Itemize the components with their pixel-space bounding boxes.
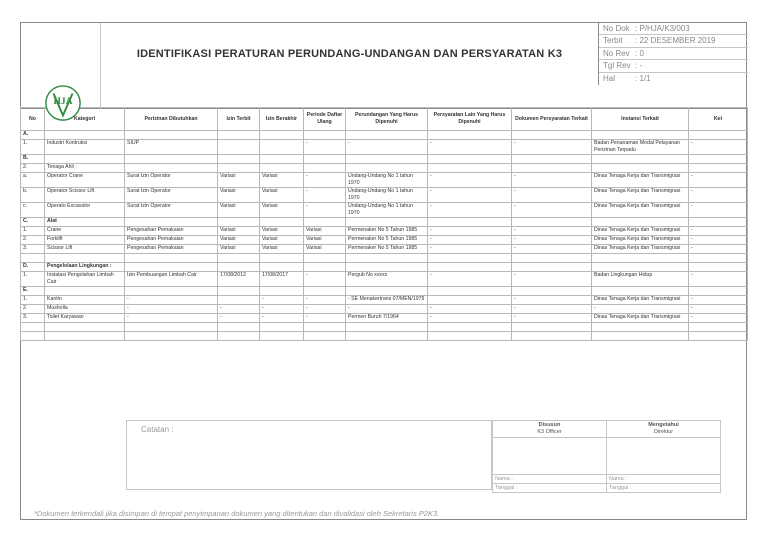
table-cell: - <box>304 173 346 188</box>
table-cell <box>592 323 689 332</box>
table-cell <box>592 218 689 227</box>
table-cell: Crane <box>45 227 125 236</box>
approved-role: Direktur <box>653 429 674 435</box>
footer-note: *Dokumen terkendali jika disimpan di tempat penyimpanan dokumen yang ditentukan dan divalidasi oleh Sekretaris P2K3. <box>34 509 440 518</box>
table-row <box>21 254 748 263</box>
table-cell: Operator Crane <box>45 173 125 188</box>
table-cell: b. <box>21 188 45 203</box>
table-row <box>21 155 748 164</box>
table-cell: Permen Buruh 7/1964 <box>346 314 428 323</box>
table-cell: Variasi <box>304 236 346 245</box>
table-cell <box>592 287 689 296</box>
table-cell: Surat Izin Operator <box>125 203 218 218</box>
table-cell <box>304 254 346 263</box>
meta-value: : P/HJA/K3/003 <box>635 24 690 33</box>
table-cell: Variasi <box>260 173 304 188</box>
table-row <box>21 314 748 323</box>
table-cell <box>689 254 748 263</box>
table-cell: - <box>689 188 748 203</box>
table-cell: Variasi <box>304 245 346 254</box>
table-cell <box>428 332 512 341</box>
table-cell <box>260 131 304 140</box>
table-cell: - <box>689 245 748 254</box>
table-cell: - <box>512 203 592 218</box>
table-cell <box>21 323 45 332</box>
table-cell: Variasi <box>260 236 304 245</box>
column-header: Dokumen Persyaratan Terkait <box>512 108 592 131</box>
table-cell: Pengesahan Pemakaian <box>125 227 218 236</box>
meta-key: No Rev <box>603 48 630 58</box>
table-row <box>21 203 748 218</box>
table-cell: - <box>428 305 512 314</box>
approved-header <box>607 421 721 438</box>
table-cell: - <box>592 305 689 314</box>
table-cell: B. <box>21 155 45 164</box>
column-header: Periode Daftar Ulang <box>304 108 346 131</box>
table-cell: Undang-Undang No 1 tahun 1970 <box>346 188 428 203</box>
table-cell: 2. <box>21 164 45 173</box>
table-cell <box>346 155 428 164</box>
table-cell <box>592 131 689 140</box>
table-cell: - <box>304 296 346 305</box>
meta-row <box>599 48 748 60</box>
table-cell: Dinas Tenaga Kerja dan Transmigrasi <box>592 236 689 245</box>
table-cell <box>218 263 260 272</box>
table-cell <box>45 131 125 140</box>
table-cell: - SE Menakertrans 07/MEN/1979 <box>346 296 428 305</box>
table-cell: 2. <box>21 305 45 314</box>
table-cell: D. <box>21 263 45 272</box>
table-cell: - <box>304 314 346 323</box>
table-cell: - <box>512 305 592 314</box>
document-meta <box>598 23 748 85</box>
table-cell: Undang-Undang No 1 tahun 1970 <box>346 203 428 218</box>
table-cell: 3. <box>21 245 45 254</box>
table-cell: Surat Izin Operator <box>125 188 218 203</box>
table-cell <box>45 155 125 164</box>
table-cell: - <box>218 314 260 323</box>
table-row <box>21 296 748 305</box>
table-cell: Dinas Tenaga Kerja dan Transmigrasi <box>592 296 689 305</box>
table-cell: - <box>512 296 592 305</box>
table-cell: Variasi <box>218 227 260 236</box>
table-cell: 1. <box>21 296 45 305</box>
table-cell <box>689 323 748 332</box>
column-header: Persyaratan Lain Yang Harus Dipenuhi <box>428 108 512 131</box>
table-cell <box>260 332 304 341</box>
table-cell <box>428 296 512 305</box>
table-cell: - <box>346 305 428 314</box>
table-cell: a. <box>21 173 45 188</box>
table-cell <box>304 332 346 341</box>
meta-key: Terbit <box>603 36 623 46</box>
table-cell <box>346 323 428 332</box>
table-cell: 2. <box>21 236 45 245</box>
table-cell <box>125 164 218 173</box>
table-cell: C. <box>21 218 45 227</box>
table-cell <box>304 218 346 227</box>
table-cell: - <box>512 173 592 188</box>
table-cell <box>689 131 748 140</box>
table-row <box>21 164 748 173</box>
table-row <box>21 323 748 332</box>
table-cell: - <box>125 296 218 305</box>
table-row <box>21 236 748 245</box>
table-cell: - <box>218 305 260 314</box>
table-cell: - <box>260 305 304 314</box>
table-cell <box>512 164 592 173</box>
table-cell <box>346 218 428 227</box>
meta-row <box>599 60 748 72</box>
table-cell <box>260 254 304 263</box>
table-cell: - <box>512 236 592 245</box>
table-cell: Variasi <box>218 173 260 188</box>
table-header-row <box>21 108 748 131</box>
table-cell: Undang-Undang No 1 tahun 1970 <box>346 173 428 188</box>
table-cell <box>125 131 218 140</box>
column-header: Ket <box>689 108 748 131</box>
table-cell <box>689 218 748 227</box>
table-cell: Toilet Karyawan <box>45 314 125 323</box>
table-cell <box>304 131 346 140</box>
table-cell: - <box>689 314 748 323</box>
table-cell <box>218 164 260 173</box>
meta-value: : 0 <box>635 48 644 58</box>
table-cell: - <box>304 305 346 314</box>
table-cell: - <box>689 272 748 287</box>
table-cell: E. <box>21 287 45 296</box>
table-cell <box>428 254 512 263</box>
meta-key: Hal <box>603 73 616 83</box>
table-cell <box>125 323 218 332</box>
table-cell <box>689 263 748 272</box>
meta-value: : 1/1 <box>635 73 651 83</box>
notes-label: Catatan : <box>141 425 174 434</box>
table-cell: Permenaker No 5 Tahun 1985 <box>346 245 428 254</box>
table-cell: - <box>512 188 592 203</box>
document-header <box>21 23 746 109</box>
table-cell: - <box>689 305 748 314</box>
table-cell <box>125 218 218 227</box>
meta-key: No Dok <box>603 24 630 33</box>
table-cell <box>512 287 592 296</box>
table-cell <box>218 323 260 332</box>
table-cell: - <box>304 188 346 203</box>
table-cell: c. <box>21 203 45 218</box>
table-cell: Permenaker No 5 Tahun 1985 <box>346 236 428 245</box>
table-cell <box>125 287 218 296</box>
meta-row <box>599 23 748 35</box>
table-cell: Permenaker No 5 Tahun 1985 <box>346 227 428 236</box>
table-cell: Pengesahan Pemakaian <box>125 236 218 245</box>
column-header: Kategori <box>45 108 125 131</box>
table-cell <box>304 323 346 332</box>
signature-table <box>492 420 721 493</box>
table-cell <box>689 287 748 296</box>
table-cell: 1. <box>21 272 45 287</box>
table-cell: 17/08/2017 <box>260 272 304 287</box>
table-cell <box>260 164 304 173</box>
table-cell: 17/08/2012 <box>218 272 260 287</box>
table-cell <box>428 164 512 173</box>
prepared-name: Nama : <box>493 475 607 484</box>
table-cell <box>689 155 748 164</box>
table-cell <box>125 263 218 272</box>
company-logo-icon <box>44 84 82 122</box>
table-cell <box>21 254 45 263</box>
table-cell: - <box>260 296 304 305</box>
table-cell <box>689 332 748 341</box>
prepared-label: Disusun <box>538 422 561 428</box>
table-cell <box>260 323 304 332</box>
table-cell: - <box>428 173 512 188</box>
table-cell <box>21 332 45 341</box>
table-cell: Variasi <box>260 227 304 236</box>
table-cell <box>512 263 592 272</box>
table-cell <box>260 287 304 296</box>
table-cell <box>218 218 260 227</box>
table-cell: Dinas Tenaga Kerja dan Transmigrasi <box>592 245 689 254</box>
table-cell: 1. <box>21 227 45 236</box>
table-cell: - <box>428 203 512 218</box>
prepared-role: K3 Officer <box>537 429 562 435</box>
table-cell: Pengelolaan Lingkungan : <box>45 263 125 272</box>
table-cell: - <box>125 305 218 314</box>
table-cell: Variasi <box>260 188 304 203</box>
table-cell: Badan Lingkungan Hidup <box>592 272 689 287</box>
approved-date: Tanggal : <box>607 484 721 493</box>
table-cell <box>45 287 125 296</box>
table-cell: Izin Pembuangan Limbah Cair <box>125 272 218 287</box>
logo-text: HJA <box>53 96 73 107</box>
table-cell: 1. <box>21 140 45 155</box>
table-cell: Operato Excavator <box>45 203 125 218</box>
table-cell <box>218 332 260 341</box>
table-cell <box>346 332 428 341</box>
table-cell <box>346 164 428 173</box>
table-cell: Variasi <box>218 245 260 254</box>
table-cell: - <box>512 140 592 155</box>
table-cell: Industri Kontruksi <box>45 140 125 155</box>
prepared-date: Tanggal : <box>493 484 607 493</box>
table-cell: - <box>304 203 346 218</box>
table-cell <box>260 218 304 227</box>
table-cell: Scissor Lift <box>45 245 125 254</box>
table-cell: Surat Izin Operator <box>125 173 218 188</box>
table-cell: - <box>689 236 748 245</box>
table-row <box>21 305 748 314</box>
table-cell: - <box>304 272 346 287</box>
table-cell <box>428 131 512 140</box>
table-cell <box>260 155 304 164</box>
table-cell <box>218 296 260 305</box>
table-cell <box>218 155 260 164</box>
table-cell <box>125 254 218 263</box>
table-cell <box>592 155 689 164</box>
meta-row <box>599 73 748 85</box>
table-cell <box>218 287 260 296</box>
table-cell: - <box>512 245 592 254</box>
table-cell: Dinas Tenaga Kerja dan Transmigrasi <box>592 173 689 188</box>
column-header: Izin Berakhir <box>260 108 304 131</box>
prepared-header <box>493 421 607 438</box>
table-cell <box>428 263 512 272</box>
prepared-signature-space <box>493 438 607 475</box>
table-cell <box>346 263 428 272</box>
table-cell: Variasi <box>260 245 304 254</box>
table-cell: - <box>428 140 512 155</box>
table-cell <box>512 332 592 341</box>
approved-signature-space <box>607 438 721 475</box>
table-cell <box>346 131 428 140</box>
table-cell <box>428 218 512 227</box>
approved-label: Mengetahui <box>648 422 679 428</box>
regulation-table <box>20 107 748 341</box>
table-cell: SIUP <box>125 140 218 155</box>
table-cell <box>125 332 218 341</box>
table-cell: - <box>428 188 512 203</box>
meta-value: : - <box>635 61 643 71</box>
table-row <box>21 173 748 188</box>
table-row <box>21 188 748 203</box>
table-cell <box>346 287 428 296</box>
table-cell: Forklift <box>45 236 125 245</box>
table-cell <box>512 323 592 332</box>
table-cell <box>512 131 592 140</box>
table-cell: - <box>428 245 512 254</box>
table-cell: - <box>689 140 748 155</box>
table-cell <box>218 254 260 263</box>
table-body <box>21 131 748 341</box>
table-cell: Variasi <box>304 227 346 236</box>
table-cell <box>512 218 592 227</box>
table-cell: Musholla <box>45 305 125 314</box>
table-cell <box>304 155 346 164</box>
table-row <box>21 332 748 341</box>
table-cell: Pengesahan Pemakaian <box>125 245 218 254</box>
document-title: IDENTIFIKASI PERATURAN PERUNDANG-UNDANGAN DAN PERSYARATAN K3 <box>136 48 563 60</box>
meta-row <box>599 35 748 47</box>
table-cell: Variasi <box>218 188 260 203</box>
table-cell <box>304 164 346 173</box>
table-cell: - <box>428 236 512 245</box>
table-cell: Variasi <box>218 236 260 245</box>
notes-box <box>126 420 492 490</box>
table-cell: - <box>346 140 428 155</box>
column-header: Perizinan Dibutuhkan <box>125 108 218 131</box>
table-cell: Alat <box>45 218 125 227</box>
column-header: Izin Terbit <box>218 108 260 131</box>
table-cell: - <box>689 296 748 305</box>
table-cell: - <box>125 314 218 323</box>
table-cell <box>689 164 748 173</box>
table-cell <box>125 155 218 164</box>
table-cell <box>428 287 512 296</box>
table-cell: - <box>428 272 512 287</box>
table-cell <box>304 263 346 272</box>
table-cell: Operator Scissor Lift <box>45 188 125 203</box>
table-cell: - <box>689 173 748 188</box>
table-cell: - <box>689 203 748 218</box>
table-cell <box>304 287 346 296</box>
table-cell: Variasi <box>260 203 304 218</box>
table-cell: Kantin <box>45 296 125 305</box>
column-header: Instansi Terkait <box>592 108 689 131</box>
table-cell: - <box>260 314 304 323</box>
table-cell: - <box>512 227 592 236</box>
approved-name: Nama : <box>607 475 721 484</box>
table-cell: - <box>512 272 592 287</box>
table-cell <box>218 140 260 155</box>
table-cell: - <box>512 314 592 323</box>
table-cell: A. <box>21 131 45 140</box>
table-cell <box>218 131 260 140</box>
table-cell <box>260 263 304 272</box>
table-cell: - <box>428 314 512 323</box>
table-row <box>21 227 748 236</box>
table-cell <box>45 332 125 341</box>
table-cell <box>428 323 512 332</box>
table-row <box>21 140 748 155</box>
table-cell <box>45 323 125 332</box>
table-cell: Instalasi Pengolahan Limbah Cair <box>45 272 125 287</box>
table-cell: - <box>304 140 346 155</box>
table-row <box>21 272 748 287</box>
table-cell: Dinas Tenaga Kerja dan Transmigrasi <box>592 188 689 203</box>
meta-value: : 22 DESEMBER 2019 <box>635 36 716 46</box>
table-cell <box>260 140 304 155</box>
table-cell: - <box>428 227 512 236</box>
column-header: Perundangan Yang Harus Dipenuhi <box>346 108 428 131</box>
table-cell <box>592 164 689 173</box>
table-cell: Badan Penanaman Modal Pelayanan Perizinan Terpadu <box>592 140 689 155</box>
table-cell: Tenaga Ahli : <box>45 164 125 173</box>
table-cell: 3. <box>21 314 45 323</box>
table-cell <box>512 155 592 164</box>
table-cell: Pergub No xxxxx <box>346 272 428 287</box>
table-cell: Dinas Tenaga Kerja dan Transmigrasi <box>592 227 689 236</box>
table-row <box>21 263 748 272</box>
table-cell <box>346 254 428 263</box>
meta-key: Tgl Rev <box>603 61 631 71</box>
column-header: No <box>21 108 45 131</box>
table-cell: Variasi <box>218 203 260 218</box>
table-cell <box>45 254 125 263</box>
table-cell <box>428 155 512 164</box>
table-cell: Dinas Tenaga Kerja dan Transmigrasi <box>592 203 689 218</box>
table-cell <box>512 254 592 263</box>
table-cell: Dinas Tenaga Kerja dan Transmigrasi <box>592 314 689 323</box>
table-cell <box>592 254 689 263</box>
table-row <box>21 287 748 296</box>
table-row <box>21 131 748 140</box>
table-cell <box>592 332 689 341</box>
table-row <box>21 245 748 254</box>
table-cell <box>592 263 689 272</box>
table-row <box>21 218 748 227</box>
table-cell: - <box>689 227 748 236</box>
